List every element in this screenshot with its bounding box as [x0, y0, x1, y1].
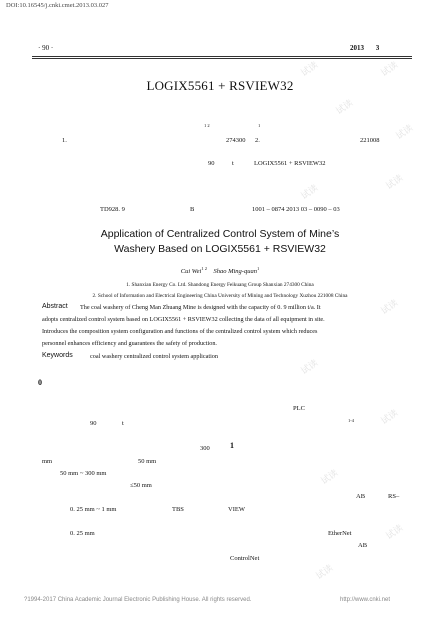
watermark: 试读: [299, 183, 321, 202]
body-300: 300: [200, 445, 210, 452]
doi-label: DOI:10.16545/j.cnki.cmet.2013.03.027: [6, 2, 109, 9]
chinese-title: LOGIX5561 + RSVIEW32: [146, 78, 294, 93]
body-025mm: 0. 25 mm: [70, 530, 95, 537]
body-rs: RS–: [388, 493, 400, 500]
body-range-025-1: 0. 25 mm ~ 1 mm: [70, 506, 117, 513]
watermark: 试读: [299, 358, 321, 377]
abstract-line-3: Introduces the composition system configuration and functions of the centralized control system which reduces: [42, 328, 318, 335]
body-tbs: TBS: [172, 506, 184, 513]
watermark: 试读: [394, 123, 416, 142]
watermark: 试读: [379, 298, 401, 317]
clc-number: TD928. 9: [100, 206, 125, 213]
keywords-label: Keywords: [42, 352, 73, 359]
page-number: · 90 ·: [38, 44, 54, 52]
abstract-line-4: personnel enhances efficiency and guarantees the safety of production.: [42, 340, 217, 347]
header-rule: [32, 56, 412, 57]
issue-number: 3: [375, 44, 380, 52]
watermark: 试读: [299, 60, 321, 79]
watermark: 试读: [379, 408, 401, 427]
body-range-50-300: 50 mm ~ 300 mm: [60, 470, 107, 477]
cn-affil-1: 1.: [62, 137, 67, 144]
cn-author-sup-1: 1 2: [204, 123, 210, 128]
body-view: VIEW: [228, 506, 245, 513]
body-plc: PLC: [293, 405, 305, 412]
watermark: 试读: [319, 468, 341, 487]
english-authors: [0, 266, 440, 275]
english-title-line-1: Application of Centralized Control System of Mine’s: [100, 228, 340, 240]
abstract-line-1: The coal washery of Cheng Man Zhuang Mine is designed with the capacity of 0. 9 million t/a. It: [80, 304, 321, 311]
cn-author-sup-2: 1: [258, 123, 261, 128]
watermark: 试读: [314, 563, 336, 582]
cn-affil-code-1: 274300: [226, 137, 246, 144]
affiliation-2: 2. School of Information and Electrical Engineering China University of Mining and Technology Xuzhou 221008 China: [92, 293, 348, 299]
body-ab-1: AB: [356, 493, 366, 500]
body-ethernet: EtherNet: [328, 530, 352, 537]
cn-abstract-capacity: 90: [208, 160, 215, 167]
watermark: 试读: [384, 523, 406, 542]
section-heading-0: 0: [38, 378, 42, 387]
keywords-text: coal washery centralized control system application: [90, 353, 218, 360]
header-rule-thin: [32, 58, 412, 59]
abstract-label: Abstract: [42, 303, 68, 310]
document-code: B: [190, 206, 195, 213]
cn-affil-code-2: 221008: [360, 137, 380, 144]
author-1-sup: 1 2: [201, 266, 207, 271]
watermark: 试读: [384, 173, 406, 192]
body-capacity: 90: [90, 420, 97, 427]
body-50mm: 50 mm: [138, 458, 157, 465]
affiliation-1: 1. Shanxian Energy Co. Ltd. Shandong Energy Feikuang Group Shanxian 274300 China: [126, 282, 314, 288]
body-controlnet: ControlNet: [230, 555, 260, 562]
english-title-line-2: Washery Based on LOGIX5561 + RSVIEW32: [114, 243, 326, 255]
copyright-footer: ?1994-2017 China Academic Journal Electronic Publishing House. All rights reserved.: [24, 597, 252, 603]
cn-affil-2: 2.: [255, 137, 260, 144]
body-unit: t: [122, 420, 124, 427]
body-ab-2: AB: [358, 542, 368, 549]
cn-abstract-unit: t: [232, 160, 234, 167]
issue-year: 2013: [350, 44, 364, 52]
body-mm: mm: [42, 458, 53, 465]
body-le50: ≤50 mm: [130, 482, 152, 489]
watermark: 试读: [334, 98, 356, 117]
abstract-line-2: adopts centralized control system based on LOGIX5561 + RSVIEW32 collecting the data of all equipment in site.: [42, 316, 325, 323]
author-2-sup: 1: [256, 266, 260, 271]
footer-url[interactable]: http://www.cnki.net: [340, 597, 391, 603]
author-2: Shao Ming-quan: [213, 268, 257, 276]
watermark: 试读: [379, 60, 401, 79]
article-number: 1001 – 0874 2013 03 – 0090 – 03: [252, 206, 340, 213]
body-ref-sup: 1-4: [348, 418, 354, 423]
section-heading-1: 1: [230, 441, 234, 450]
cn-abstract-system: LOGIX5561 + RSVIEW32: [254, 160, 326, 167]
author-1: Cui Wei: [180, 268, 202, 276]
journal-issue: [350, 44, 379, 52]
